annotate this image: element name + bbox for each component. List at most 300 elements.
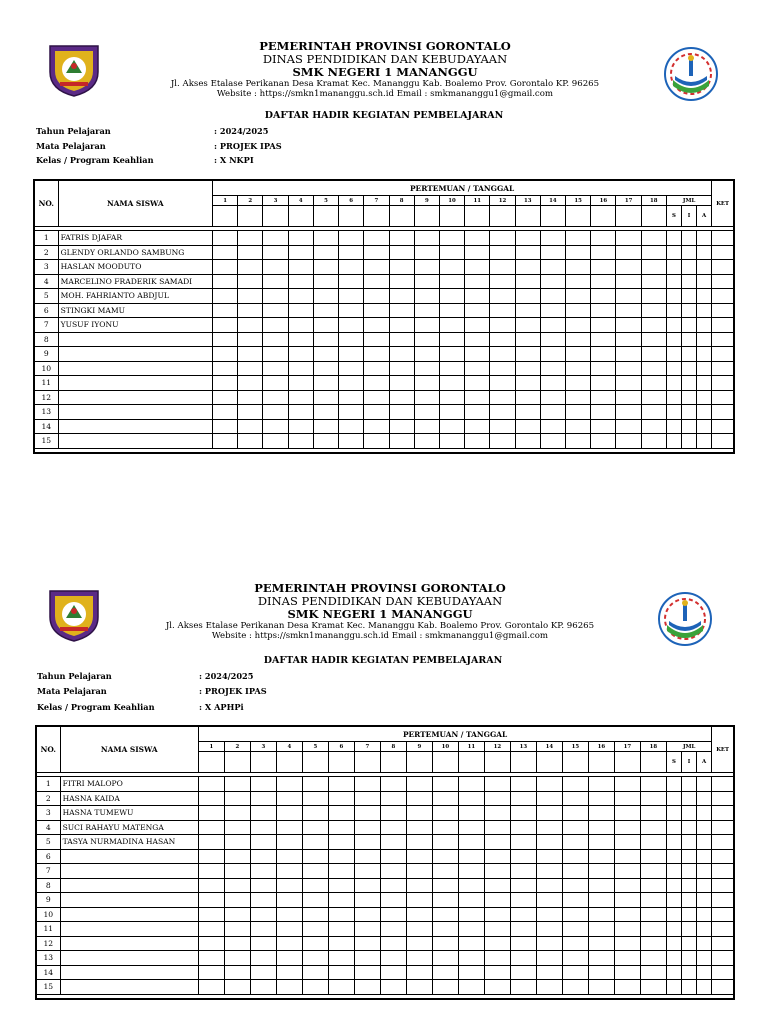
meeting-date-cell — [515, 206, 540, 227]
attendance-cell — [224, 835, 250, 850]
attendance-cell — [614, 777, 640, 792]
attendance-cell — [666, 434, 681, 449]
attendance-cell — [414, 434, 439, 449]
col-header-pertemuan: PERTEMUAN / TANGGAL — [212, 180, 711, 196]
attendance-cell — [288, 231, 313, 246]
attendance-cell — [666, 303, 681, 318]
attendance-cell — [389, 434, 414, 449]
school-address: Jl. Akses Etalase Perikanan Desa Kramat Kec. Mananggu Kab. Boalemo Prov. Gorontalo KP. 96265 — [165, 620, 595, 631]
attendance-cell — [313, 231, 338, 246]
attendance-cell — [566, 289, 591, 304]
attendance-cell — [238, 318, 263, 333]
attendance-cell — [591, 434, 616, 449]
table-row — [36, 965, 734, 980]
meeting-number: 14 — [536, 742, 562, 752]
attendance-cell — [313, 303, 338, 318]
attendance-cell — [465, 347, 490, 362]
attendance-cell — [510, 864, 536, 879]
attendance-cell — [536, 907, 562, 922]
table-row — [34, 289, 734, 304]
attendance-cell — [302, 864, 328, 879]
attendance-cell — [614, 965, 640, 980]
meeting-number: 3 — [250, 742, 276, 752]
meeting-number: 5 — [313, 196, 338, 206]
attendance-cell — [614, 951, 640, 966]
attendance-cell — [313, 245, 338, 260]
attendance-cell — [212, 318, 237, 333]
attendance-cell — [198, 820, 224, 835]
meta-value-kelas: : X APHPi — [199, 701, 244, 712]
attendance-cell — [364, 361, 389, 376]
attendance-cell — [198, 951, 224, 966]
attendance-cell — [432, 936, 458, 951]
attendance-cell — [328, 922, 354, 937]
attendance-cell — [562, 893, 588, 908]
attendance-cell — [406, 878, 432, 893]
attendance-cell — [540, 303, 565, 318]
attendance-cell — [263, 419, 288, 434]
attendance-cell — [212, 390, 237, 405]
attendance-cell — [562, 806, 588, 821]
col-header-jml: JML — [666, 742, 711, 752]
meeting-date-cell — [328, 752, 354, 773]
smk-school-emblem-icon — [663, 46, 719, 102]
student-name — [60, 980, 198, 995]
row-number: 14 — [36, 965, 60, 980]
attendance-cell — [712, 951, 734, 966]
row-number: 9 — [36, 893, 60, 908]
attendance-cell — [490, 231, 515, 246]
col-header-nama: NAMA SISWA — [60, 726, 198, 773]
attendance-cell — [641, 332, 666, 347]
attendance-cell — [406, 835, 432, 850]
student-name — [60, 936, 198, 951]
attendance-cell — [439, 318, 464, 333]
student-name — [58, 405, 212, 420]
attendance-cell — [697, 965, 712, 980]
attendance-cell — [328, 777, 354, 792]
attendance-cell — [696, 231, 711, 246]
school-contact: Website : https://smkn1mananggu.sch.id Email : smkmananggu1@gmail.com — [211, 630, 549, 641]
meta-label-mapel: Mata Pelajaran — [37, 685, 107, 696]
attendance-cell — [224, 806, 250, 821]
attendance-cell — [238, 332, 263, 347]
attendance-cell — [276, 777, 302, 792]
table-row — [36, 820, 734, 835]
col-header-no: NO. — [36, 726, 60, 773]
attendance-cell — [640, 936, 666, 951]
attendance-cell — [354, 951, 380, 966]
attendance-cell — [712, 806, 734, 821]
attendance-cell — [364, 376, 389, 391]
attendance-cell — [614, 907, 640, 922]
meeting-date-cell — [458, 752, 484, 773]
col-header-a: A — [696, 206, 711, 227]
attendance-cell — [328, 980, 354, 995]
attendance-cell — [490, 274, 515, 289]
attendance-cell — [364, 419, 389, 434]
attendance-cell — [389, 303, 414, 318]
attendance-cell — [212, 347, 237, 362]
student-name — [60, 965, 198, 980]
attendance-cell — [458, 936, 484, 951]
row-number: 13 — [34, 405, 58, 420]
meeting-date-cell — [212, 206, 237, 227]
meeting-number: 18 — [640, 742, 666, 752]
meeting-number: 13 — [510, 742, 536, 752]
attendance-cell — [696, 405, 711, 420]
attendance-cell — [328, 791, 354, 806]
attendance-cell — [224, 849, 250, 864]
attendance-cell — [616, 376, 641, 391]
attendance-cell — [666, 820, 681, 835]
attendance-cell — [697, 936, 712, 951]
attendance-cell — [515, 245, 540, 260]
attendance-cell — [536, 835, 562, 850]
attendance-cell — [697, 893, 712, 908]
attendance-cell — [263, 303, 288, 318]
attendance-cell — [681, 893, 696, 908]
attendance-cell — [212, 332, 237, 347]
attendance-cell — [198, 791, 224, 806]
attendance-cell — [536, 965, 562, 980]
attendance-cell — [212, 419, 237, 434]
attendance-cell — [510, 806, 536, 821]
attendance-cell — [250, 965, 276, 980]
attendance-cell — [250, 820, 276, 835]
attendance-cell — [389, 260, 414, 275]
doc-title: DAFTAR HADIR KEGIATAN PEMBELAJARAN — [263, 655, 503, 666]
attendance-cell — [540, 361, 565, 376]
attendance-cell — [536, 922, 562, 937]
attendance-cell — [540, 419, 565, 434]
attendance-cell — [263, 260, 288, 275]
attendance-cell — [302, 922, 328, 937]
meeting-date-cell — [465, 206, 490, 227]
meeting-number: 15 — [562, 742, 588, 752]
attendance-cell — [389, 376, 414, 391]
student-name — [58, 434, 212, 449]
attendance-cell — [614, 893, 640, 908]
attendance-cell — [666, 376, 681, 391]
attendance-cell — [562, 777, 588, 792]
attendance-cell — [439, 289, 464, 304]
student-name: HASLAN MOODUTO — [58, 260, 212, 275]
attendance-cell — [616, 303, 641, 318]
row-number: 4 — [36, 820, 60, 835]
meeting-date-cell — [432, 752, 458, 773]
attendance-cell — [566, 245, 591, 260]
attendance-cell — [276, 951, 302, 966]
attendance-cell — [276, 806, 302, 821]
attendance-cell — [588, 965, 614, 980]
attendance-cell — [439, 303, 464, 318]
attendance-cell — [640, 980, 666, 995]
attendance-cell — [641, 390, 666, 405]
attendance-cell — [263, 231, 288, 246]
row-number: 15 — [36, 980, 60, 995]
attendance-cell — [614, 820, 640, 835]
attendance-cell — [510, 878, 536, 893]
attendance-cell — [640, 922, 666, 937]
attendance-cell — [313, 318, 338, 333]
table-row — [34, 361, 734, 376]
attendance-cell — [566, 405, 591, 420]
attendance-cell — [238, 245, 263, 260]
attendance-cell — [380, 864, 406, 879]
attendance-cell — [302, 791, 328, 806]
attendance-cell — [263, 289, 288, 304]
attendance-cell — [380, 980, 406, 995]
attendance-cell — [681, 980, 696, 995]
attendance-cell — [212, 274, 237, 289]
attendance-cell — [439, 361, 464, 376]
attendance-cell — [515, 318, 540, 333]
attendance-cell — [641, 231, 666, 246]
attendance-cell — [263, 405, 288, 420]
row-number: 9 — [34, 347, 58, 362]
attendance-cell — [591, 376, 616, 391]
attendance-cell — [681, 791, 696, 806]
attendance-cell — [212, 245, 237, 260]
meeting-date-cell — [389, 206, 414, 227]
attendance-cell — [439, 332, 464, 347]
attendance-cell — [328, 806, 354, 821]
attendance-cell — [439, 245, 464, 260]
attendance-cell — [212, 303, 237, 318]
attendance-cell — [566, 361, 591, 376]
attendance-cell — [540, 405, 565, 420]
attendance-cell — [224, 980, 250, 995]
attendance-cell — [681, 289, 696, 304]
student-name — [58, 376, 212, 391]
col-header-jml: JML — [666, 196, 711, 206]
attendance-cell — [616, 390, 641, 405]
attendance-cell — [540, 274, 565, 289]
attendance-cell — [212, 260, 237, 275]
attendance-cell — [224, 907, 250, 922]
attendance-cell — [540, 376, 565, 391]
meeting-number: 7 — [354, 742, 380, 752]
attendance-cell — [536, 878, 562, 893]
attendance-cell — [681, 820, 696, 835]
student-name: MARCELINO FRADERIK SAMADI — [58, 274, 212, 289]
attendance-cell — [712, 777, 734, 792]
attendance-cell — [354, 791, 380, 806]
meta-value-mapel: : PROJEK IPAS — [214, 140, 282, 151]
table-row — [34, 260, 734, 275]
attendance-cell — [536, 849, 562, 864]
attendance-cell — [712, 878, 734, 893]
meeting-date-cell — [614, 752, 640, 773]
student-name: HASNA KAIDA — [60, 791, 198, 806]
attendance-cell — [681, 231, 696, 246]
dept-name: DINAS PENDIDIKAN DAN KEBUDAYAAN — [262, 52, 508, 67]
meta-label-tahun: Tahun Pelajaran — [37, 671, 112, 681]
attendance-cell — [616, 260, 641, 275]
attendance-cell — [536, 864, 562, 879]
attendance-cell — [712, 864, 734, 879]
attendance-cell — [354, 835, 380, 850]
attendance-cell — [276, 791, 302, 806]
attendance-cell — [380, 849, 406, 864]
attendance-cell — [641, 376, 666, 391]
table-row — [36, 835, 734, 850]
attendance-cell — [484, 878, 510, 893]
attendance-cell — [591, 405, 616, 420]
attendance-cell — [697, 820, 712, 835]
attendance-cell — [439, 347, 464, 362]
attendance-cell — [490, 303, 515, 318]
attendance-cell — [666, 980, 681, 995]
attendance-cell — [288, 361, 313, 376]
attendance-cell — [328, 907, 354, 922]
meeting-date-cell — [238, 206, 263, 227]
meeting-date-cell — [641, 206, 666, 227]
attendance-cell — [198, 936, 224, 951]
attendance-cell — [681, 419, 696, 434]
attendance-cell — [439, 231, 464, 246]
attendance-cell — [224, 893, 250, 908]
attendance-cell — [465, 303, 490, 318]
attendance-cell — [414, 274, 439, 289]
table-row — [34, 390, 734, 405]
attendance-cell — [432, 907, 458, 922]
attendance-cell — [484, 820, 510, 835]
attendance-cell — [224, 936, 250, 951]
attendance-cell — [406, 965, 432, 980]
meeting-date-cell — [588, 752, 614, 773]
attendance-cell — [439, 260, 464, 275]
meeting-number: 6 — [339, 196, 364, 206]
attendance-cell — [380, 835, 406, 850]
attendance-cell — [697, 777, 712, 792]
attendance-cell — [288, 434, 313, 449]
student-name: FATRIS DJAFAR — [58, 231, 212, 246]
attendance-cell — [712, 274, 734, 289]
attendance-cell — [536, 777, 562, 792]
meeting-date-cell — [640, 752, 666, 773]
attendance-cell — [588, 806, 614, 821]
col-header-ket: KET — [712, 180, 734, 227]
attendance-cell — [263, 245, 288, 260]
attendance-cell — [640, 965, 666, 980]
attendance-cell — [288, 347, 313, 362]
attendance-cell — [465, 419, 490, 434]
attendance-cell — [414, 405, 439, 420]
attendance-cell — [641, 274, 666, 289]
attendance-cell — [697, 951, 712, 966]
attendance-cell — [697, 878, 712, 893]
attendance-cell — [697, 980, 712, 995]
attendance-cell — [238, 231, 263, 246]
attendance-cell — [562, 922, 588, 937]
meeting-number: 17 — [614, 742, 640, 752]
attendance-cell — [515, 390, 540, 405]
attendance-cell — [288, 332, 313, 347]
table-row — [36, 922, 734, 937]
attendance-cell — [288, 390, 313, 405]
attendance-cell — [490, 361, 515, 376]
attendance-cell — [484, 864, 510, 879]
attendance-cell — [380, 777, 406, 792]
attendance-cell — [389, 318, 414, 333]
attendance-cell — [641, 361, 666, 376]
attendance-cell — [712, 980, 734, 995]
attendance-cell — [588, 893, 614, 908]
attendance-cell — [681, 936, 696, 951]
student-name — [58, 332, 212, 347]
attendance-cell — [640, 791, 666, 806]
attendance-cell — [198, 835, 224, 850]
attendance-cell — [354, 965, 380, 980]
attendance-cell — [536, 893, 562, 908]
attendance-cell — [641, 289, 666, 304]
attendance-cell — [313, 376, 338, 391]
attendance-cell — [712, 260, 734, 275]
gorontalo-province-emblem-icon — [46, 587, 102, 643]
attendance-cell — [641, 318, 666, 333]
attendance-cell — [380, 893, 406, 908]
attendance-cell — [439, 419, 464, 434]
attendance-cell — [566, 390, 591, 405]
meeting-date-cell — [562, 752, 588, 773]
attendance-cell — [540, 347, 565, 362]
gov-name: PEMERINTAH PROVINSI GORONTALO — [254, 581, 506, 595]
attendance-cell — [354, 893, 380, 908]
attendance-cell — [616, 405, 641, 420]
meeting-number: 7 — [364, 196, 389, 206]
attendance-cell — [313, 419, 338, 434]
attendance-cell — [339, 260, 364, 275]
row-number: 2 — [34, 245, 58, 260]
attendance-cell — [510, 980, 536, 995]
attendance-cell — [666, 347, 681, 362]
attendance-cell — [566, 231, 591, 246]
meeting-date-cell — [566, 206, 591, 227]
meeting-date-cell — [406, 752, 432, 773]
meeting-number: 6 — [328, 742, 354, 752]
table-row — [36, 791, 734, 806]
attendance-cell — [562, 791, 588, 806]
attendance-cell — [536, 980, 562, 995]
attendance-cell — [540, 390, 565, 405]
attendance-cell — [302, 936, 328, 951]
attendance-cell — [697, 806, 712, 821]
table-row — [36, 806, 734, 821]
attendance-cell — [591, 332, 616, 347]
school-contact: Website : https://smkn1mananggu.sch.id Email : smkmananggu1@gmail.com — [216, 88, 554, 99]
attendance-cell — [414, 260, 439, 275]
attendance-cell — [666, 361, 681, 376]
attendance-cell — [696, 260, 711, 275]
attendance-cell — [238, 376, 263, 391]
attendance-cell — [198, 864, 224, 879]
attendance-cell — [588, 951, 614, 966]
col-header-s: S — [666, 206, 681, 227]
attendance-cell — [484, 777, 510, 792]
attendance-cell — [276, 922, 302, 937]
attendance-cell — [696, 245, 711, 260]
attendance-cell — [641, 347, 666, 362]
attendance-cell — [697, 907, 712, 922]
meeting-number: 1 — [198, 742, 224, 752]
attendance-cell — [328, 965, 354, 980]
table-row — [36, 893, 734, 908]
attendance-cell — [515, 332, 540, 347]
meeting-date-cell — [364, 206, 389, 227]
col-header-no: NO. — [34, 180, 58, 227]
